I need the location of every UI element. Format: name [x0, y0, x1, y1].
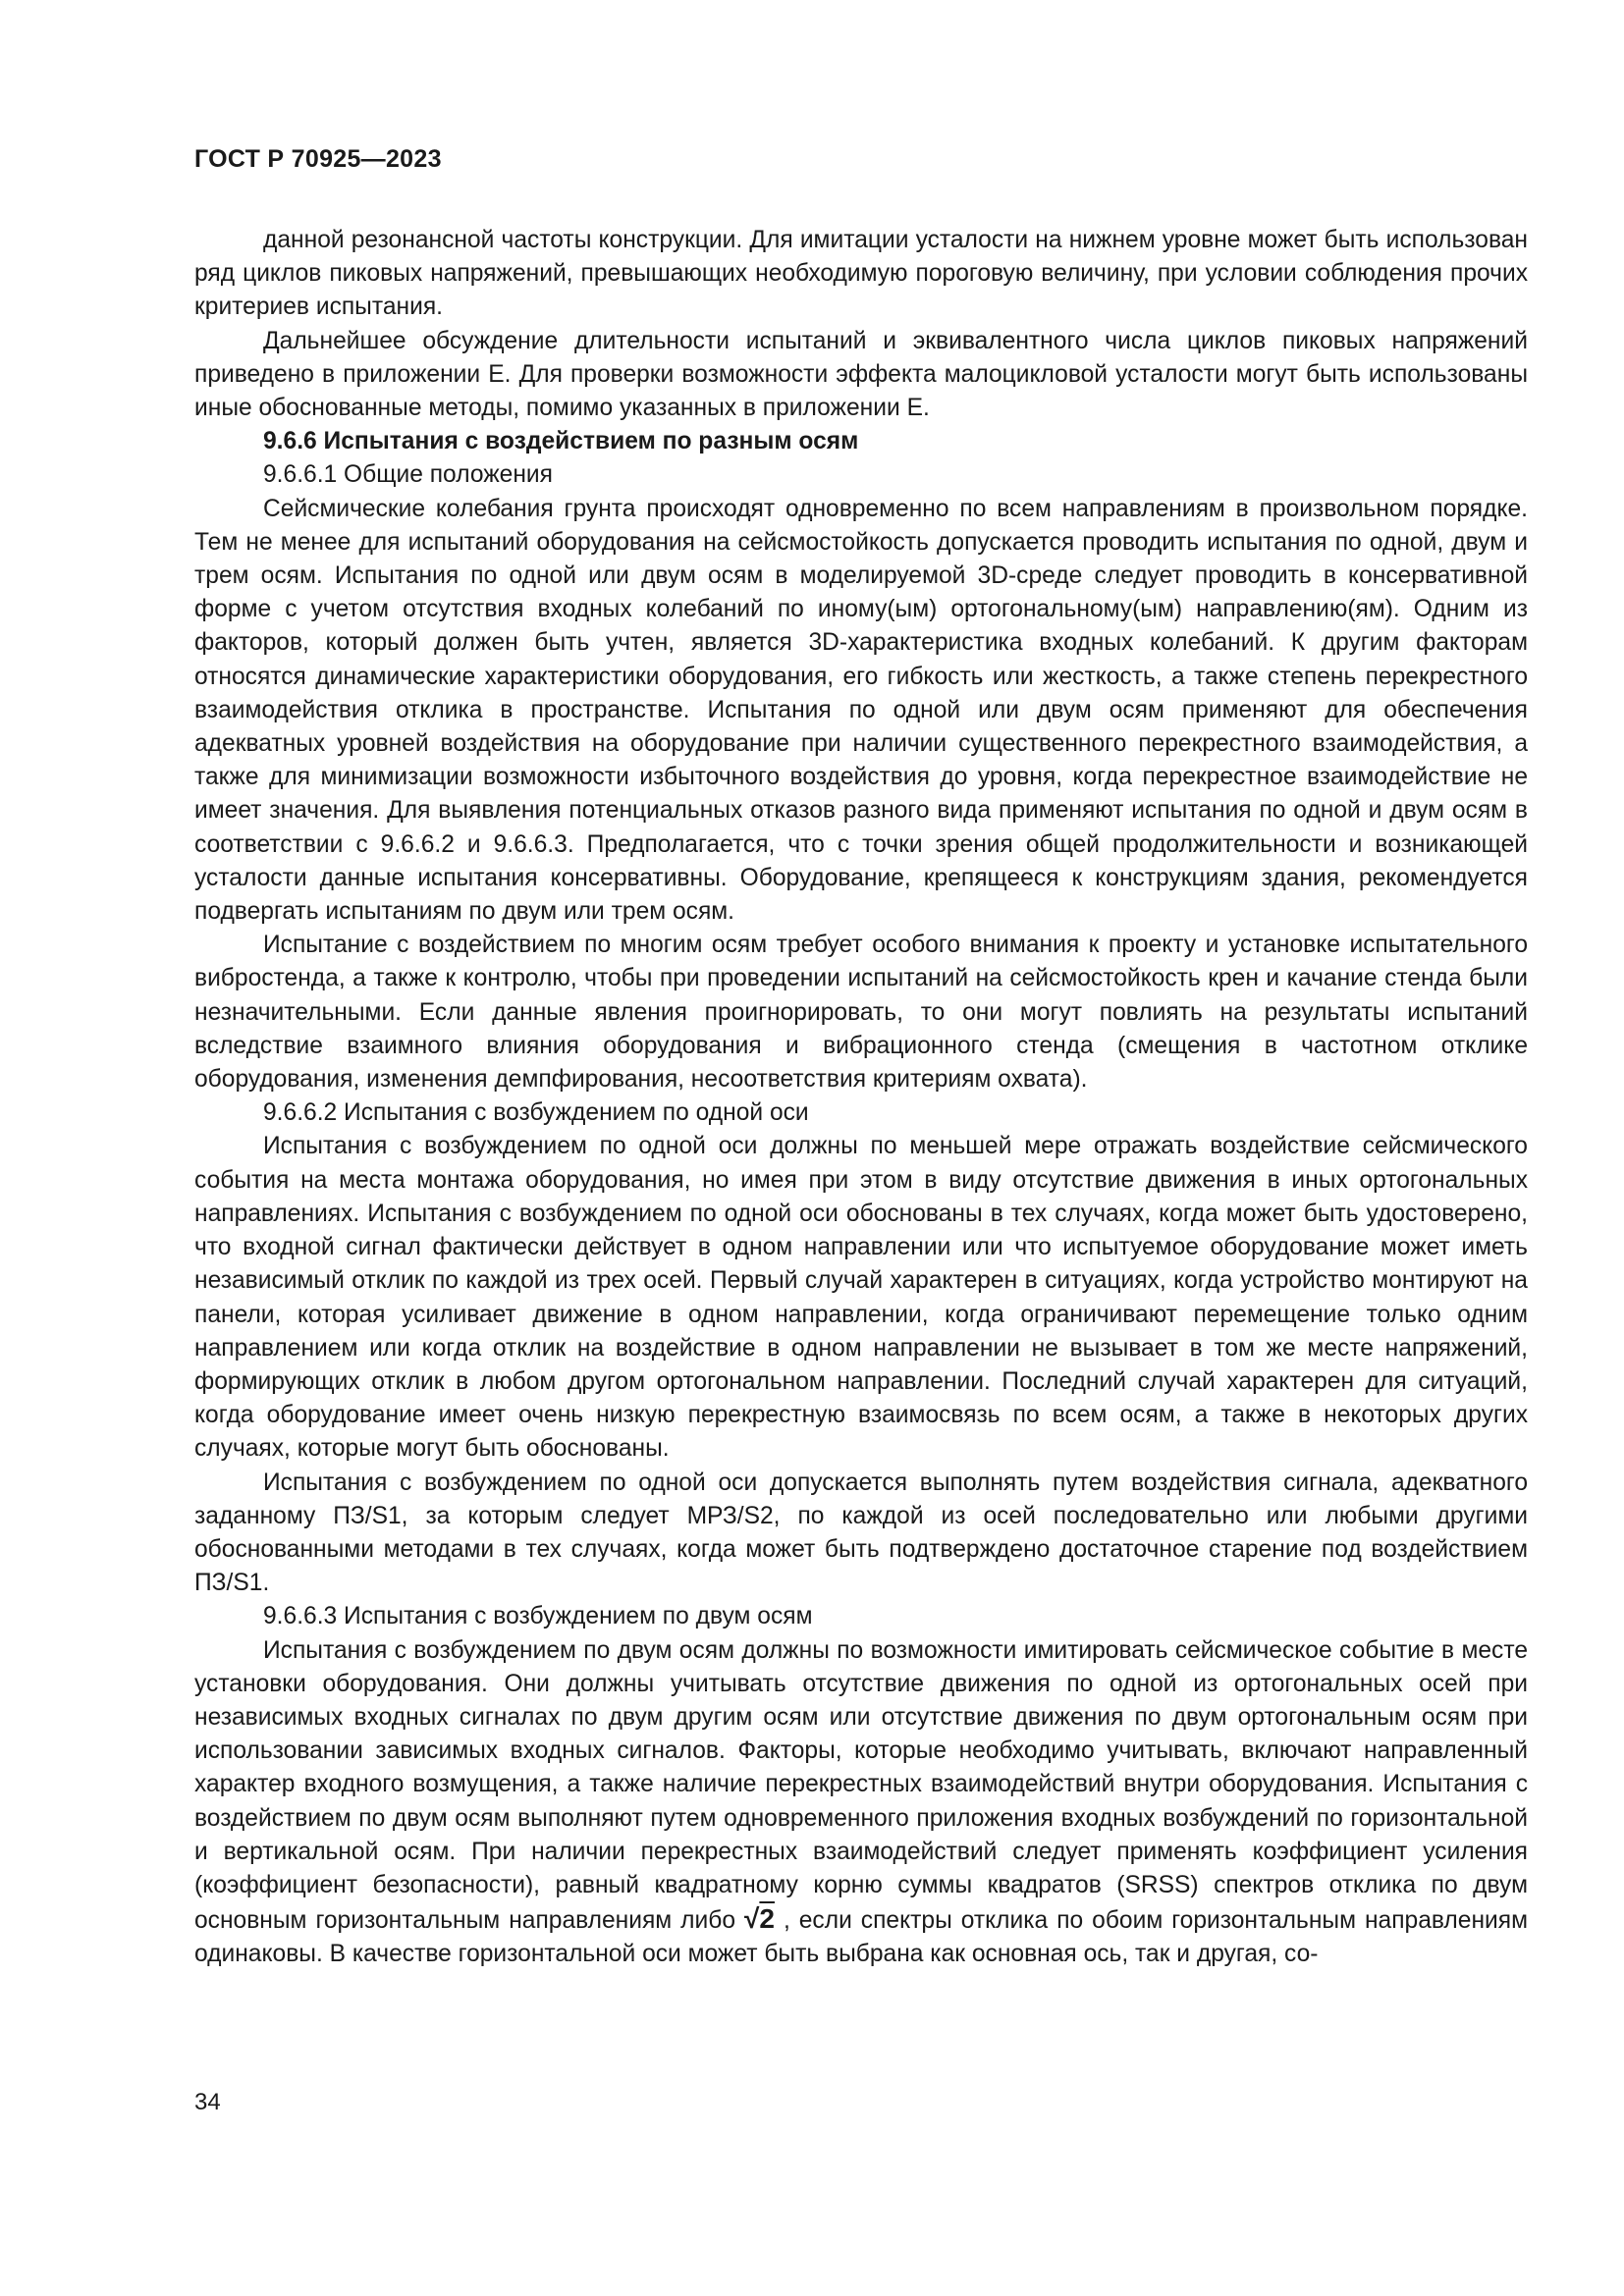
paragraph: данной резонансной частоты конструкции. Для имитации усталости на нижнем уровне может быть использован ряд циклов пиковых напряжений, превышающих необходимую пороговую величину, при условии соблюдения прочих критериев испытания. [194, 227, 1528, 321]
section-heading: 9.6.6 Испытания с воздействием по разным осям [263, 428, 859, 455]
subsection-heading: 9.6.6.3 Испытания с возбуждением по двум осям [263, 1603, 813, 1630]
paragraph: Испытания с возбуждением по одной оси допускается выполнять путем воздействия сигнала, адекватного заданному ПЗ/S1, за которым следует МРЗ/S2, по каждой из осей последовательно или любыми другими обоснованными методами в тех случаях, когда может быть подтверждено достаточное старение под воздействием ПЗ/S1. [194, 1468, 1528, 1597]
document-body [194, 224, 1528, 1972]
paragraph-text-before: Испытания с возбуждением по двум осям должны по возможности имитировать сейсмическое событие в месте установки оборудования. Они должны учитывать отсутствие движения по одной из ортогональных осей при независимых входных сигналах по двум другим осям или отсутствие движения по двум ортогональным осям при использовании зависимых входных сигналов. Факторы, которые необходимо учитывать, включают направленный характер входного возмущения, а также наличие перекрестных взаимодействий внутри оборудования. Испытания с воздействием по двум осям выполняют путем одновременного приложения входных возбуждений по горизонтальной и вертикальной осям. При наличии перекрестных взаимодействий следует применять коэффициент усиления (коэффициент безопасности), равный квадратному корню суммы квадратов (SRSS) спектров отклика по двум основным горизонтальным направлениям либо [194, 1636, 1528, 1935]
document-header: ГОСТ Р 70925—2023 [194, 145, 442, 173]
subsection-heading: 9.6.6.2 Испытания с возбуждением по одной оси [263, 1099, 809, 1127]
page-number: 34 [194, 2089, 221, 2115]
sqrt-formula [744, 1903, 775, 1934]
paragraph: Дальнейшее обсуждение длительности испытаний и эквивалентного числа циклов пиковых напряжений приведено в приложении Е. Для проверки возможности эффекта малоцикловой усталости могут быть использованы иные обоснованные методы, помимо указанных в приложении Е. [194, 327, 1528, 422]
sqrt-sign: √ [744, 1903, 760, 1935]
subsection-heading: 9.6.6.1 Общие положения [263, 461, 553, 489]
sqrt-argument: 2 [759, 1903, 775, 1935]
paragraph-text-after: , если спектры отклика по обоим горизонтальным направлениям одинаковы. В качестве горизонтальной оси может быть выбрана как основная ось, так и другая, со- [194, 1907, 1528, 1968]
paragraph: Сейсмические колебания грунта происходят одновременно по всем направлениям в произвольном порядке. Тем не менее для испытаний оборудования на сейсмостойкость допускается проводить испытания по одной, двум и трем осям. Испытания по одной или двум осям в моделируемой 3D-среде следует проводить в консервативной форме с учетом отсутствия входных колебаний по иному(ым) ортогональному(ым) направлению(ям). Одним из факторов, который должен быть учтен, является 3D-характеристика входных колебаний. К другим факторам относятся динамические характеристики оборудования, его гибкость или жесткость, а также степень перекрестного взаимодействия отклика в пространстве. Испытания по одной или двум осям применяют для обеспечения адекватных уровней воздействия на оборудование при наличии существенного перекрестного взаимодействия, а также для минимизации возможности избыточного воздействия до уровня, когда перекрестное взаимодействие не имеет значения. Для выявления потенциальных отказов разного вида применяют испытания по одной и двум осям в соответствии с 9.6.6.2 и 9.6.6.3. Предполагается, что с точки зрения общей продолжительности и возникающей усталости данные испытания консервативны. Оборудование, крепящееся к конструкциям здания, рекомендуется подвергать испытаниям по двум или трем осям. [194, 495, 1528, 926]
paragraph-with-formula [194, 1634, 1528, 1972]
paragraph: Испытания с возбуждением по одной оси должны по меньшей мере отражать воздействие сейсмического события на места монтажа оборудования, но имея при этом в виду отсутствие движения в иных ортогональных направлениях. Испытания с возбуждением по одной оси обоснованы в тех случаях, когда может быть удостоверено, что входной сигнал фактически действует в одном направлении или что испытуемое оборудование может иметь независимый отклик по каждой из трех осей. Первый случай характерен в ситуациях, когда устройство монтируют на панели, которая усиливает движение в одном направлении, когда ограничивают перемещение только одним направлением или когда отклик на воздействие в одном направлении не вызывает в том же месте напряжений, формирующих отклик в любом другом ортогональном направлении. Последний случай характерен для ситуаций, когда оборудование имеет очень низкую перекрестную взаимосвязь по всем осям, а также в некоторых других случаях, которые могут быть обоснованы. [194, 1133, 1528, 1463]
paragraph: Испытание с воздействием по многим осям требует особого внимания к проекту и установке испытательного вибростенда, а также к контролю, чтобы при проведении испытаний на сейсмостойкость крен и качание стенда были незначительными. Если данные явления проигнорировать, то они могут повлиять на результаты испытаний вследствие взаимного влияния оборудования и вибрационного стенда (смещения в частотном отклике оборудования, изменения демпфирования, несоответствия критериям охвата). [194, 932, 1528, 1094]
